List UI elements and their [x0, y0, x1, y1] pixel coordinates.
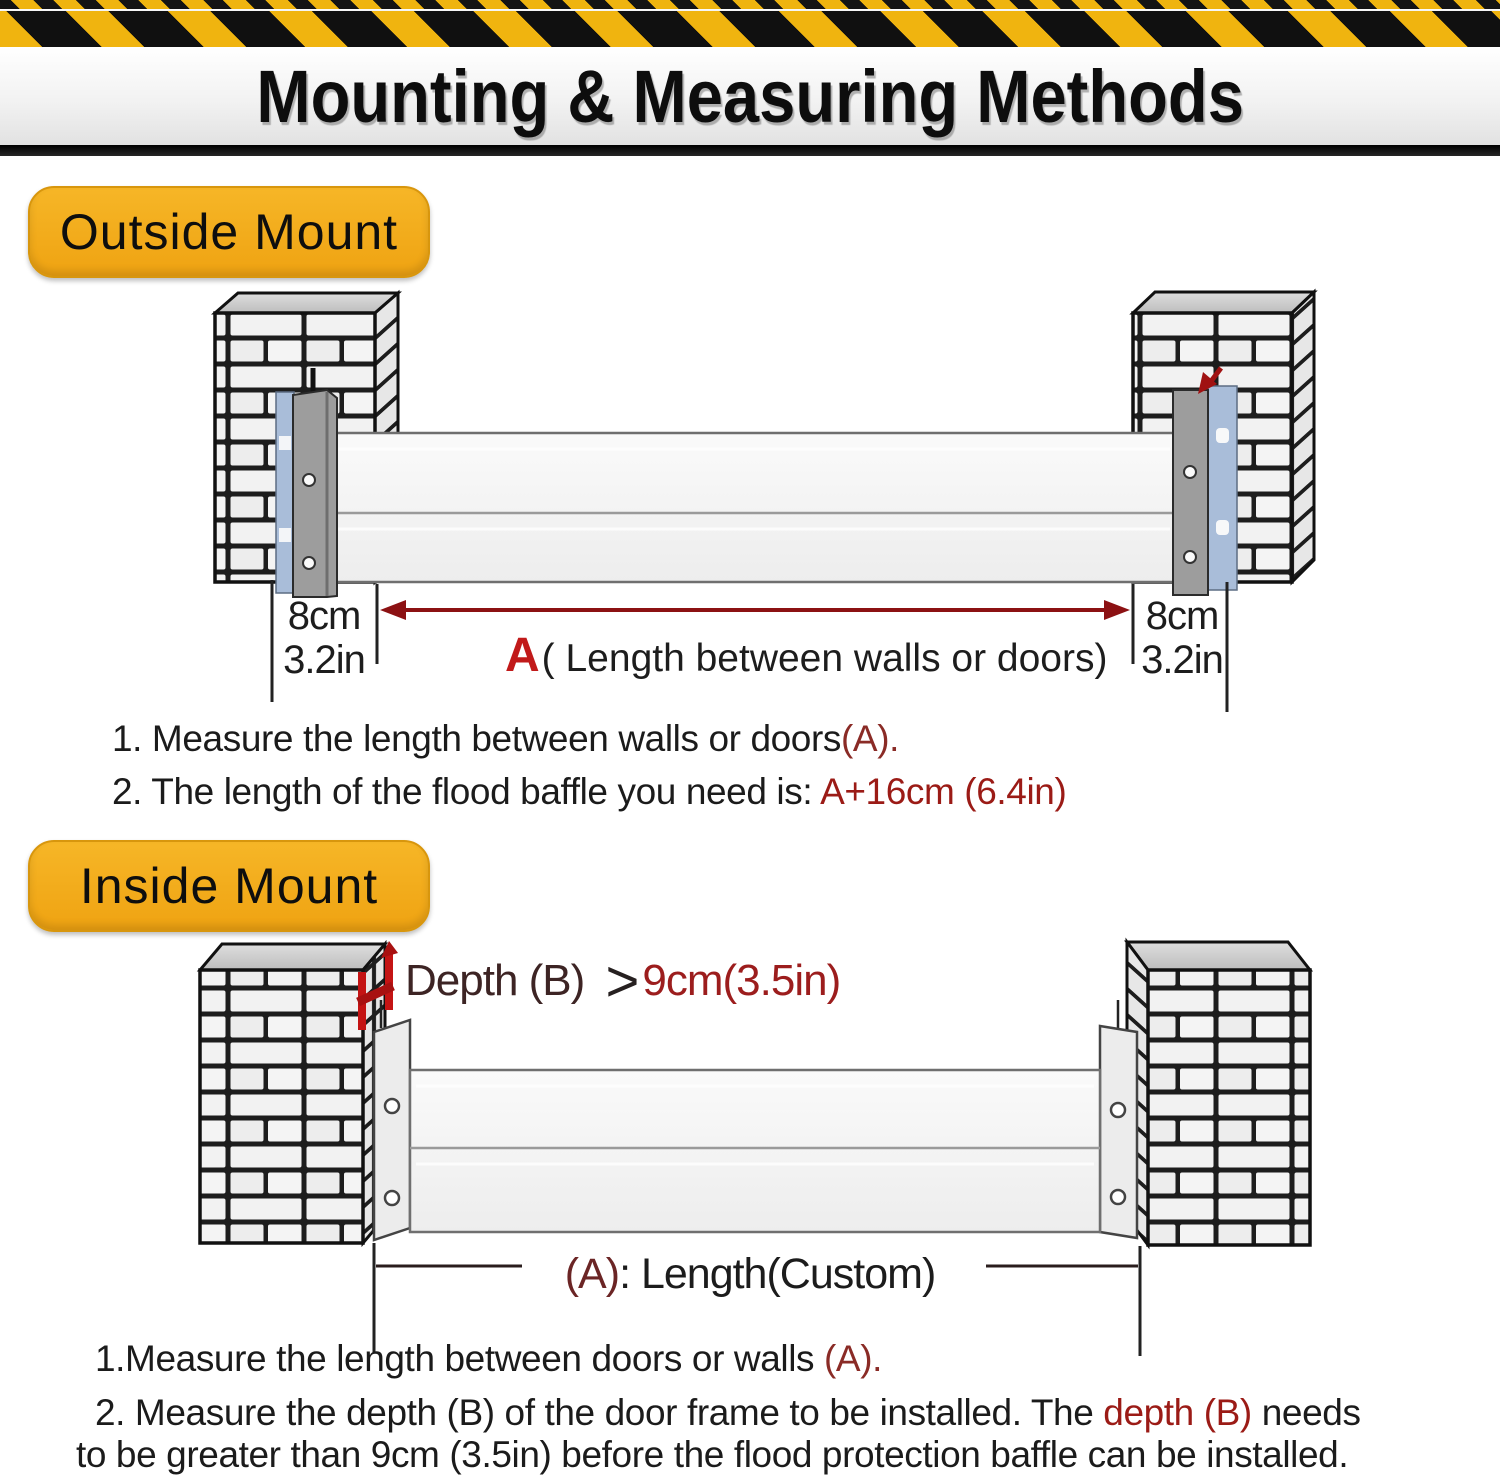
length-a-arrow	[380, 600, 1130, 620]
inside-flood-barrier-panels	[410, 1070, 1100, 1232]
inside-step-1: 1.Measure the length between doors or walls (A).	[95, 1338, 883, 1379]
outside-step-2: 2. The length of the flood baffle you need is: A+16cm (6.4in)	[112, 771, 1067, 812]
caution-tape-band	[0, 11, 1500, 47]
outside-left-dim-cm: 8cm	[287, 594, 361, 638]
inside-left-pillar	[200, 944, 385, 1243]
outside-mount-badge	[28, 186, 430, 278]
banner-divider	[0, 145, 1500, 156]
right-seal-strip	[1208, 386, 1237, 590]
caution-tape-thin	[0, 0, 1500, 9]
left-mounting-bracket	[293, 368, 337, 597]
inside-mount-badge	[28, 840, 430, 932]
inside-step-2-line-1: 2. Measure the depth (B) of the door frame to be installed. The depth (B) needs	[95, 1392, 1361, 1433]
outside-left-dim-in: 3.2in	[283, 638, 365, 682]
inside-step-2-line-2: to be greater than 9cm (3.5in) before the flood protection baffle can be installed.	[76, 1434, 1349, 1475]
length-a-description: ( Length between walls or doors)	[541, 637, 1108, 680]
right-frame-plate	[1100, 1000, 1137, 1238]
depth-b-label: Depth (B) >9cm(3.5in)	[405, 949, 841, 1014]
flood-barrier-panels	[330, 433, 1176, 582]
left-seal-strip	[276, 392, 294, 593]
greater-than-symbol: >	[605, 949, 639, 1014]
outside-step-1: 1. Measure the length between walls or doors(A).	[112, 718, 900, 759]
length-a-letter: A	[505, 629, 540, 682]
inside-mount-badge-label: Inside Mount	[79, 858, 379, 914]
outside-mount-badge-label: Outside Mount	[59, 204, 399, 260]
left-frame-plate	[374, 1000, 410, 1240]
length-a-label	[505, 628, 1107, 683]
outside-right-dim-in: 3.2in	[1141, 638, 1223, 682]
outside-right-dim-cm: 8cm	[1145, 594, 1219, 638]
length-custom-label: (A): Length(Custom)	[564, 1250, 936, 1298]
title-banner	[0, 47, 1500, 145]
page-title: Mounting & Measuring Methods	[256, 54, 1244, 138]
inside-right-pillar	[1127, 942, 1310, 1245]
